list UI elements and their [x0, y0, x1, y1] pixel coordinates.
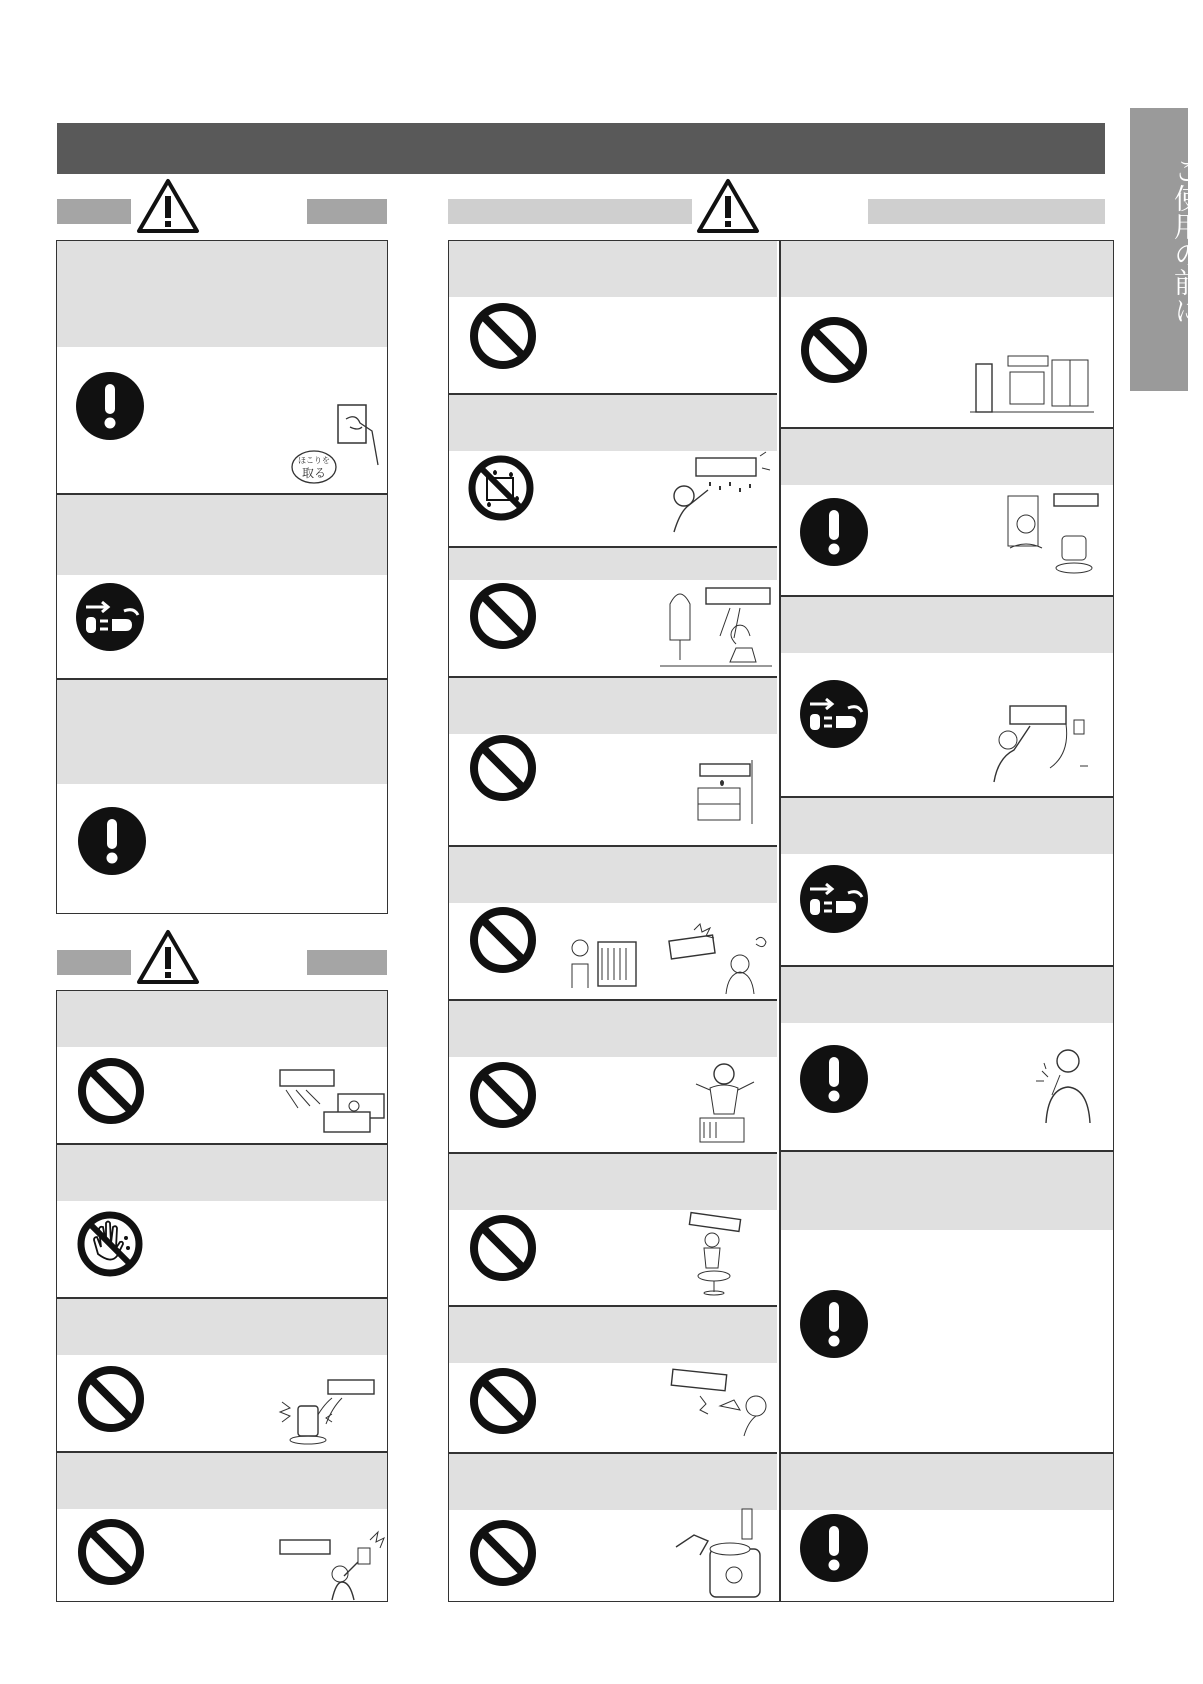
no-symbol-icon	[469, 1367, 537, 1435]
caution-panel-right	[448, 240, 1114, 1602]
caution-header-right-block	[307, 950, 387, 975]
no-symbol-icon	[469, 734, 537, 802]
no-water-icon	[467, 454, 535, 522]
caution-item-14-heading	[781, 241, 1113, 297]
svg-text:ほこりを: ほこりを	[298, 456, 330, 465]
caution-header-left-block	[57, 950, 131, 975]
no-symbol-icon	[77, 1518, 145, 1586]
ac-animals-illustration	[278, 1066, 386, 1134]
ac-cleaning-illustration	[990, 700, 1096, 784]
side-tab-label: ご使用の前に	[1170, 156, 1203, 324]
title-bar	[57, 123, 1105, 174]
unplug-icon	[800, 865, 868, 933]
exclamation-icon	[800, 1045, 868, 1113]
window-heater-illustration	[1004, 492, 1100, 576]
side-tab[interactable]	[1130, 108, 1203, 391]
no-symbol-icon	[469, 906, 537, 974]
no-symbol-icon	[77, 1365, 145, 1433]
caution-item-9-heading	[449, 847, 777, 903]
birdcage-plant-illustration	[660, 582, 772, 668]
caution-item-18-heading	[781, 967, 1113, 1023]
warning-triangle-icon	[136, 929, 200, 985]
warning-item-2-heading	[57, 495, 387, 575]
caution-item-11-heading	[449, 1154, 777, 1210]
person-on-stool-illustration	[686, 1212, 752, 1296]
spraying-water-illustration	[660, 452, 772, 534]
caution-item-20-heading	[781, 1454, 1113, 1510]
ac-over-furniture-illustration	[690, 760, 762, 824]
person-on-unit-illustration	[684, 1060, 760, 1144]
caution-item-7-heading	[449, 548, 777, 580]
caution-item-13-heading	[449, 1454, 777, 1510]
unplug-icon	[800, 680, 868, 748]
warning-header-right-block	[307, 199, 387, 224]
caution-header-left-block	[448, 199, 692, 224]
caution-header-right-block	[868, 199, 1105, 224]
unplug-icon	[76, 583, 144, 651]
warning-triangle-icon	[136, 178, 200, 234]
caution-item-19-heading	[781, 1152, 1113, 1230]
outlet-spark-illustration	[278, 1530, 386, 1602]
outdoor-unit-hand-illustration	[670, 1505, 772, 1601]
caution-item-8-heading	[449, 678, 777, 734]
sick-person-illustration	[1032, 1045, 1094, 1123]
hand-in-ac-illustration	[666, 924, 770, 994]
exclamation-icon	[800, 1290, 868, 1358]
warning-triangle-icon	[696, 178, 760, 234]
warning-header-left-block	[57, 199, 131, 224]
room-door-illustration	[970, 350, 1094, 416]
no-symbol-icon	[469, 1214, 537, 1282]
caution-item-17-heading	[781, 798, 1113, 854]
no-symbol-icon	[469, 302, 537, 370]
caution-item-5-heading	[449, 241, 777, 297]
caution-item-4-heading	[57, 1453, 387, 1509]
child-at-outdoor-unit-illustration	[564, 928, 642, 992]
spray-can-illustration	[670, 1366, 772, 1440]
no-wet-hands-icon	[76, 1210, 144, 1278]
caution-item-3-heading	[57, 1299, 387, 1355]
caution-item-1-heading	[57, 991, 387, 1047]
plug-dust-illustration	[290, 405, 382, 487]
exclamation-icon	[800, 498, 868, 566]
heater-under-ac-illustration	[272, 1378, 376, 1446]
caution-item-16-heading	[781, 597, 1113, 653]
no-symbol-icon	[77, 1057, 145, 1125]
no-symbol-icon	[469, 1519, 537, 1587]
svg-text:取る: 取る	[301, 466, 327, 480]
caution-item-6-heading	[449, 395, 777, 451]
warning-item-3-heading	[57, 680, 387, 784]
caution-item-12-heading	[449, 1307, 777, 1363]
no-symbol-icon	[800, 316, 868, 384]
warning-item-1-heading	[57, 241, 387, 347]
caution-item-2-heading	[57, 1145, 387, 1201]
exclamation-icon	[78, 807, 146, 875]
caution-item-15-heading	[781, 429, 1113, 485]
exclamation-icon	[800, 1514, 868, 1582]
exclamation-icon	[76, 372, 144, 440]
caution-item-10-heading	[449, 1001, 777, 1057]
no-symbol-icon	[469, 582, 537, 650]
no-symbol-icon	[469, 1061, 537, 1129]
